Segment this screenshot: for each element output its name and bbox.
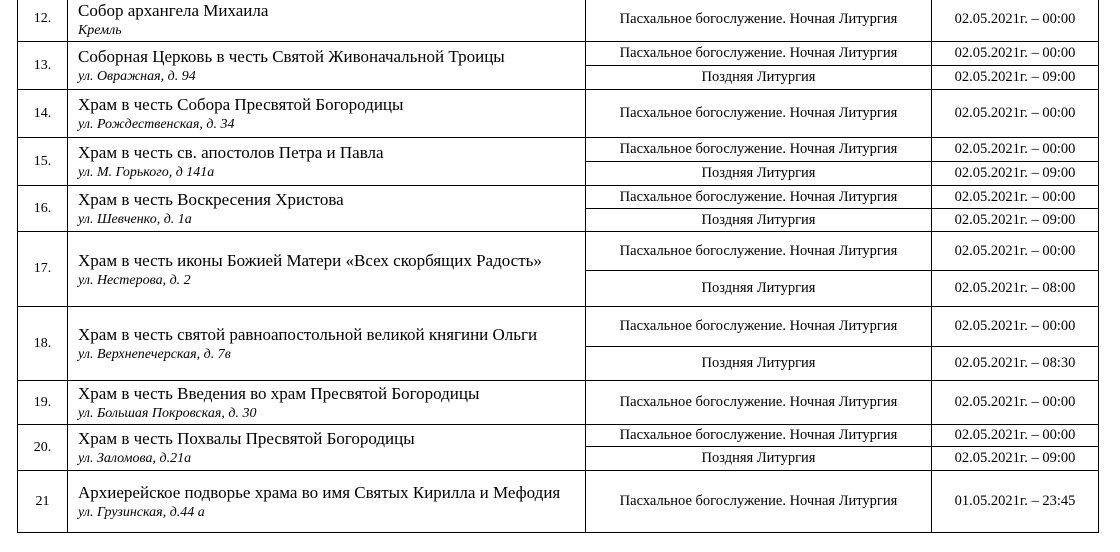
service-time: 02.05.2021г. – 09:00 bbox=[932, 209, 1099, 232]
church-address: ул. Верхнепечерская, д. 7в bbox=[78, 347, 231, 362]
church-name: Храм в честь иконы Божией Матери «Всех скорбящих Радость» bbox=[78, 250, 542, 270]
table-row bbox=[18, 0, 1099, 42]
service-time: 02.05.2021г. – 00:00 bbox=[932, 186, 1099, 209]
row-number: 20. bbox=[18, 425, 68, 471]
church-address: ул. Овражная, д. 94 bbox=[78, 69, 196, 84]
service-time: 02.05.2021г. – 00:00 bbox=[932, 90, 1099, 138]
row-number: 12. bbox=[18, 0, 68, 42]
service-title: Пасхальное богослужение. Ночная Литургия bbox=[586, 186, 932, 209]
service-title: Поздняя Литургия bbox=[586, 66, 932, 90]
church-name: Собор архангела Михаила bbox=[78, 0, 269, 20]
church-name: Храм в честь Введения во храм Пресвятой Богородицы bbox=[78, 384, 480, 403]
service-time: 02.05.2021г. – 09:00 bbox=[932, 162, 1099, 186]
row-number: 18. bbox=[18, 307, 68, 381]
church-cell bbox=[68, 381, 586, 425]
service-time: 02.05.2021г. – 00:00 bbox=[932, 381, 1099, 425]
service-title: Поздняя Литургия bbox=[586, 162, 932, 186]
table-row bbox=[18, 471, 1099, 533]
service-time: 02.05.2021г. – 00:00 bbox=[932, 425, 1099, 447]
table-row bbox=[18, 186, 1099, 209]
service-title: Пасхальное богослужение. Ночная Литургия bbox=[586, 307, 932, 347]
church-address: ул. М. Горького, д 141а bbox=[78, 165, 215, 180]
church-address: Кремль bbox=[78, 22, 122, 38]
service-title: Пасхальное богослужение. Ночная Литургия bbox=[586, 138, 932, 162]
service-time: 02.05.2021г. – 00:00 bbox=[932, 138, 1099, 162]
table-row bbox=[18, 42, 1099, 66]
church-cell bbox=[68, 307, 586, 381]
row-number: 19. bbox=[18, 381, 68, 425]
service-time: 02.05.2021г. – 08:00 bbox=[932, 271, 1099, 307]
service-title: Пасхальное богослужение. Ночная Литургия bbox=[586, 90, 932, 138]
church-address: ул. Большая Покровская, д. 30 bbox=[78, 406, 257, 421]
church-address: ул. Шевченко, д. 1а bbox=[78, 212, 192, 227]
table-row bbox=[18, 307, 1099, 347]
service-title: Поздняя Литургия bbox=[586, 347, 932, 381]
service-time: 01.05.2021г. – 23:45 bbox=[932, 471, 1099, 533]
church-name: Храм в честь св. апостолов Петра и Павла bbox=[78, 143, 384, 162]
church-name: Храм в честь святой равноапостольной великой княгини Ольги bbox=[78, 325, 538, 344]
service-time: 02.05.2021г. – 00:00 bbox=[932, 232, 1099, 271]
church-cell bbox=[68, 138, 586, 186]
row-number: 16. bbox=[18, 186, 68, 232]
service-time: 02.05.2021г. – 08:30 bbox=[932, 347, 1099, 381]
service-title: Пасхальное богослужение. Ночная Литургия bbox=[586, 42, 932, 66]
service-title: Пасхальное богослужение. Ночная Литургия bbox=[586, 381, 932, 425]
row-number: 21 bbox=[18, 471, 68, 533]
service-time: 02.05.2021г. – 00:00 bbox=[932, 0, 1099, 42]
service-title: Поздняя Литургия bbox=[586, 209, 932, 232]
service-title: Пасхальное богослужение. Ночная Литургия bbox=[586, 0, 932, 42]
church-address: ул. Заломова, д.21а bbox=[78, 451, 192, 466]
church-name: Храм в честь Похвалы Пресвятой Богородицы bbox=[78, 429, 415, 448]
table-row bbox=[18, 138, 1099, 162]
service-time: 02.05.2021г. – 09:00 bbox=[932, 66, 1099, 90]
row-number: 15. bbox=[18, 138, 68, 186]
church-name: Архиерейское подворье храма во имя Святых Кирилла и Мефодия bbox=[78, 483, 561, 502]
service-title: Поздняя Литургия bbox=[586, 271, 932, 307]
service-time: 02.05.2021г. – 00:00 bbox=[932, 307, 1099, 347]
schedule-body bbox=[18, 0, 1099, 533]
church-address: ул. Рождественская, д. 34 bbox=[78, 117, 235, 132]
service-title: Пасхальное богослужение. Ночная Литургия bbox=[586, 232, 932, 271]
row-number: 17. bbox=[18, 232, 68, 307]
service-title: Пасхальное богослужение. Ночная Литургия bbox=[586, 425, 932, 447]
schedule-table bbox=[17, 0, 1099, 533]
church-cell bbox=[68, 471, 586, 533]
service-time: 02.05.2021г. – 09:00 bbox=[932, 447, 1099, 471]
church-name: Храм в честь Воскресения Христова bbox=[78, 190, 344, 209]
service-title: Поздняя Литургия bbox=[586, 447, 932, 471]
table-row bbox=[18, 425, 1099, 447]
church-address: ул. Нестерова, д. 2 bbox=[78, 272, 191, 288]
church-name: Соборная Церковь в честь Святой Живоначальной Троицы bbox=[78, 47, 505, 66]
service-time: 02.05.2021г. – 00:00 bbox=[932, 42, 1099, 66]
church-cell bbox=[68, 232, 586, 307]
row-number: 14. bbox=[18, 90, 68, 138]
row-number: 13. bbox=[18, 42, 68, 90]
church-cell bbox=[68, 425, 586, 471]
table-row bbox=[18, 381, 1099, 425]
church-cell bbox=[68, 186, 586, 232]
church-name: Храм в честь Собора Пресвятой Богородицы bbox=[78, 95, 404, 114]
service-title: Пасхальное богослужение. Ночная Литургия bbox=[586, 471, 932, 533]
church-cell bbox=[68, 42, 586, 90]
church-cell bbox=[68, 90, 586, 138]
church-cell bbox=[68, 0, 586, 42]
table-row bbox=[18, 232, 1099, 271]
church-address: ул. Грузинская, д.44 а bbox=[78, 505, 205, 520]
table-row bbox=[18, 90, 1099, 138]
